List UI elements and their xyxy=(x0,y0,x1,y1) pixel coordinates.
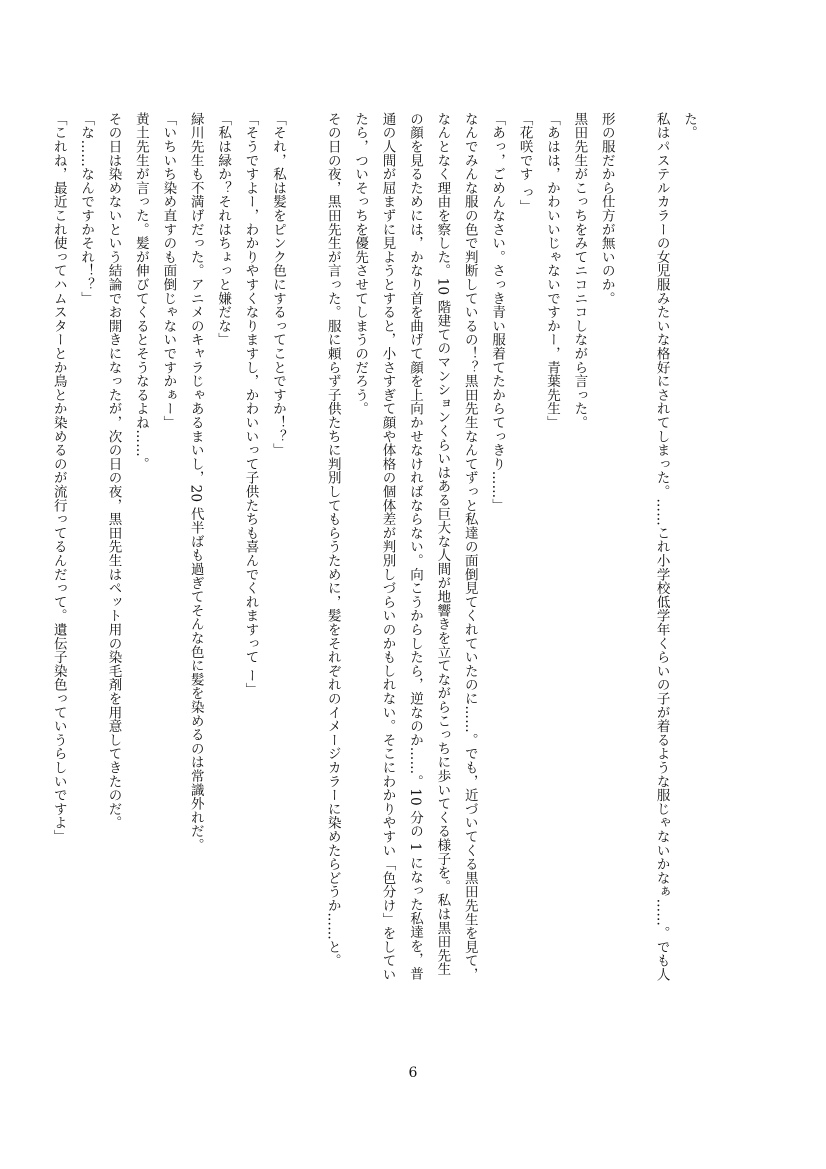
text-line: 通の人間が屈まずに見ようとすると，小さすぎて顔や体格の個体差が判別しづらいのかもしれない。そこにわかりやすい「色分け」をしてい xyxy=(379,112,396,982)
text-line: 「私は緑か？それはちょっと嫌だな」 xyxy=(215,112,232,347)
text-line: 「それ，私は髪をピンク色にするってことですか！？」 xyxy=(269,112,286,457)
text-line: の顔を見るためには，かなり首を曲げて顔を上向かせなければならない。向こうからしたら，逆なのか……。10 分の 1 になった私達を，普 xyxy=(406,112,423,981)
text-line: その日は染めないという結論でお開きになったが，次の日の夜，黒田先生はペット用の染毛剤を用意してきたのだ。 xyxy=(105,112,122,830)
page-number: 6 xyxy=(408,1065,418,1081)
text-line: 「これね，最近これ使ってハムスターとか鳥とか染めるのが流行ってるんだって。遺伝子染色っていうらしいですよ」 xyxy=(50,112,67,844)
text-line: 「いちいち染め直すのも面倒じゃないですかぁー」 xyxy=(160,112,177,430)
text-line: た。 xyxy=(681,112,697,140)
text-line: 「あはは，かわいいじゃないですかー，青葉先生」 xyxy=(543,112,560,430)
text-line: なんでみんな服の色で判断しているの！？黒田先生なんてずっと私達の面倒見てくれていたのに……。でも，近づいてくる黒田先生を見て， xyxy=(461,112,478,982)
vertical-text-body xyxy=(50,112,702,982)
text-line: 「花咲です っ」 xyxy=(516,112,533,214)
text-line: 「そうですよー，わかりやすくなりますし，かわいいって子供たちも喜んでくれますって ー」 xyxy=(242,112,259,697)
text-line: 「な……なんですかそれ！？」 xyxy=(78,112,95,306)
text-line: 形の服だから仕方が無いのか。 xyxy=(598,112,615,306)
text-line: 緑川先生も不満げだった。アニメのキャラじゃあるまいし，20 代半ばも過ぎてそんな色に髪を染めるのは常識外れだ。 xyxy=(187,112,204,852)
text-line: その日の夜，黒田先生が言った。服に頼らず子供たちに判別してもらうために，髪をそれぞれのイメージカラーに染めたらどうか……と。 xyxy=(324,112,341,968)
text-line: なんとなく理由を察した。10 階建てのマンションくらいはある巨大な人間が地響きを立てながらこっちに歩いてくる様子を。私は黒田先生 xyxy=(434,112,451,977)
text-line: 黒田先生がこっちをみてニコニコしながら言った。 xyxy=(571,112,588,430)
text-line: 私はパステルカラーの女児服みたいな格好にされてしまった。……これ小学校低学年くらいの子が着るような服じゃないかなぁ……。でも人 xyxy=(653,112,670,982)
text-line: たら，ついそっちを優先させてしまうのだろう。 xyxy=(352,112,369,416)
text-line: 「あっ，ごめんなさい。さっき青い服着てたからてっきり……」 xyxy=(489,112,506,513)
text-line: 黄土先生が言った。髪が伸びてくるとそうなるよね……。 xyxy=(132,112,149,471)
